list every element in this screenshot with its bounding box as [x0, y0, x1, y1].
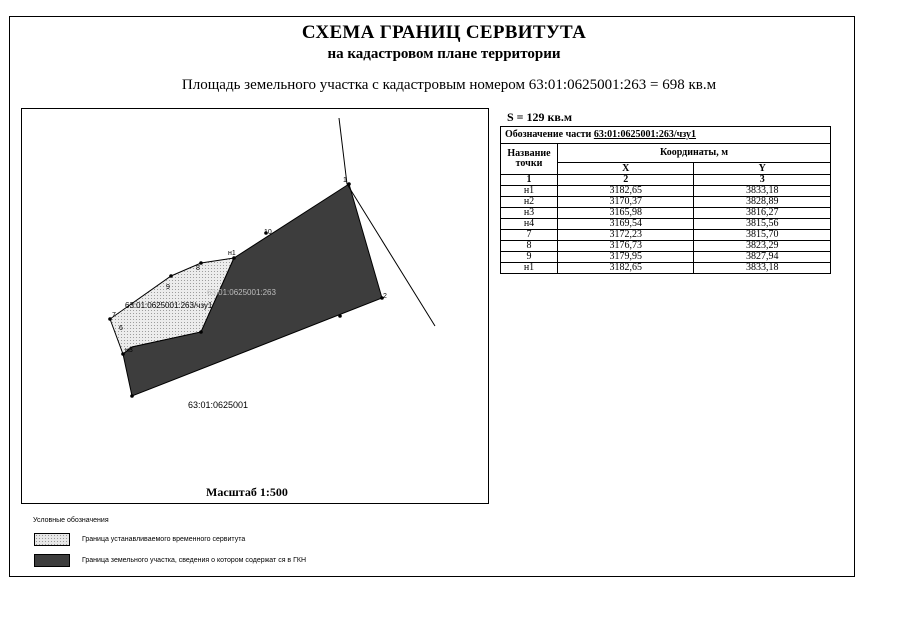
cell-y: 3828,89 — [694, 197, 831, 208]
col-point-name: Название точки — [501, 144, 558, 175]
legend-swatch-servitude — [34, 533, 70, 546]
part-designation-row — [501, 127, 831, 144]
legend-title: Условные обозначения — [33, 517, 109, 524]
cadastral-map — [21, 108, 489, 504]
corner-label-2: 2 — [383, 293, 387, 300]
table-row — [501, 208, 831, 219]
table-row — [501, 241, 831, 252]
map-scale: Масштаб 1:500 — [206, 485, 288, 499]
point-label-7: 7 — [112, 312, 116, 319]
cell-y: 3823,29 — [694, 241, 831, 252]
cell-y: 3833,18 — [694, 263, 831, 274]
col-num-1: 1 — [501, 175, 558, 186]
table-row — [501, 219, 831, 230]
cell-y: 3815,70 — [694, 230, 831, 241]
cell-x: 3179,95 — [558, 252, 694, 263]
servitude-area-value: S = 129 кв.м — [507, 110, 573, 124]
cell-name: н2 — [501, 197, 558, 208]
cell-y: 3816,27 — [694, 208, 831, 219]
table-row — [501, 263, 831, 274]
point-label-10: 10 — [264, 229, 272, 236]
table-row — [501, 230, 831, 241]
table-row — [501, 186, 831, 197]
cell-x: 3182,65 — [558, 186, 694, 197]
col-x: X — [558, 163, 694, 175]
cell-y: 3833,18 — [694, 186, 831, 197]
parcel-label: 63:01:0625001:263 — [207, 288, 276, 297]
legend-label-parcel: Граница земельного участка, сведения о котором содержат ся в ГКН — [82, 557, 307, 564]
part-number: 63:01:0625001:263/чзу1 — [593, 129, 697, 140]
corner-label-1: 1 — [343, 177, 347, 184]
scheme-subtitle: на кадастровом плане территории — [327, 46, 561, 62]
part-label: 63:01:0625001:263/чзу1 — [125, 301, 213, 310]
point-label-n3: н3 — [125, 347, 133, 354]
point-label-6: 6 — [119, 325, 123, 332]
legend-swatch-parcel — [34, 554, 70, 567]
cell-y: 3815,56 — [694, 219, 831, 230]
cell-name: 9 — [501, 252, 558, 263]
table-row — [501, 197, 831, 208]
cell-name: н3 — [501, 208, 558, 219]
cell-name: 7 — [501, 230, 558, 241]
header-row — [501, 144, 831, 163]
cell-y: 3827,94 — [694, 252, 831, 263]
cell-name: н1 — [501, 186, 558, 197]
legend-label-servitude: Граница устанавливаемого временного сервитута — [82, 536, 246, 543]
point-label-n1: н1 — [228, 250, 236, 257]
table-row — [501, 252, 831, 263]
point-label-9: 9 — [166, 284, 170, 291]
col-num-3: 3 — [694, 175, 831, 186]
scheme-title: СХЕМА ГРАНИЦ СЕРВИТУТА — [301, 22, 587, 43]
cell-x: 3176,73 — [558, 241, 694, 252]
point-label-8: 8 — [196, 265, 200, 272]
cell-name: 8 — [501, 241, 558, 252]
area-statement: Площадь земельного участка с кадастровым номером 63:01:0625001:263 = 698 кв.м — [181, 77, 717, 93]
cell-x: 3165,98 — [558, 208, 694, 219]
coordinates-table — [500, 126, 831, 274]
cell-x: 3170,37 — [558, 197, 694, 208]
cell-name: н4 — [501, 219, 558, 230]
cell-x: 3172,23 — [558, 230, 694, 241]
column-numbers-row — [501, 175, 831, 186]
col-y: Y — [694, 163, 831, 175]
block-label: 63:01:0625001 — [188, 400, 249, 410]
part-designation: Обозначение части 63:01:0625001:263/чзу1 — [501, 127, 831, 144]
cell-x: 3169,54 — [558, 219, 694, 230]
cell-x: 3182,65 — [558, 263, 694, 274]
cell-name: н1 — [501, 263, 558, 274]
col-num-2: 2 — [558, 175, 694, 186]
col-coordinates: Координаты, м — [558, 144, 831, 163]
